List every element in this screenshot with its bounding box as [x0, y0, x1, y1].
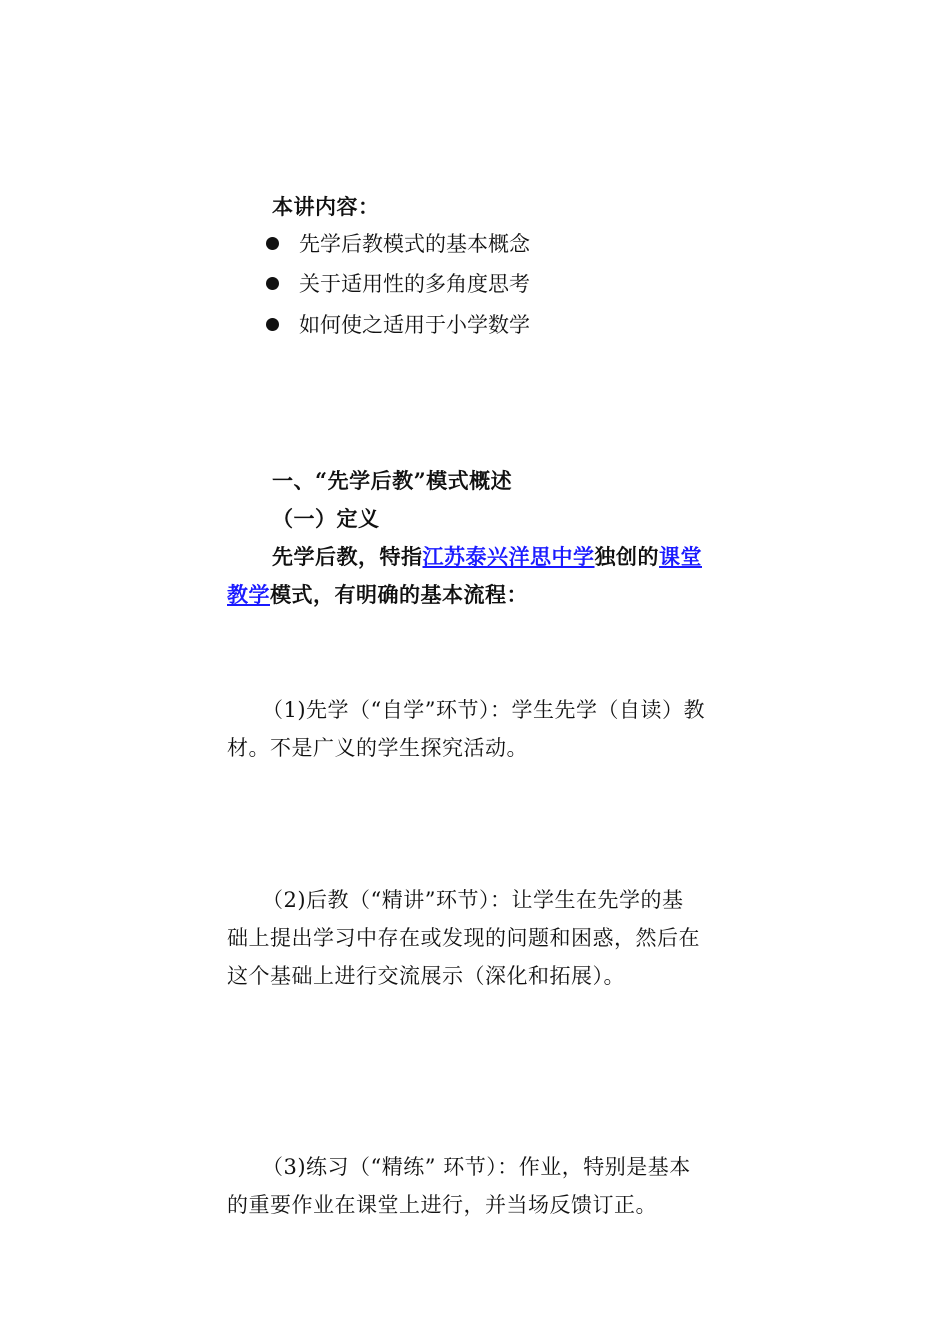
section-title: 一、“先学后教”模式概述 — [272, 468, 513, 493]
step1-line-2: 材。不是广义的学生探究活动。 — [227, 736, 528, 760]
bullet-icon — [266, 237, 279, 250]
definition-text: 模式，有明确的基本流程： — [270, 582, 528, 607]
classroom-link-part2[interactable]: 教学 — [227, 582, 270, 607]
definition-text: 独创的 — [594, 544, 659, 569]
list-item-text: 关于适用性的多角度思考 — [299, 272, 530, 296]
contents-heading: 本讲内容： — [272, 194, 380, 219]
definition-text: 先学后教，特指 — [272, 544, 423, 569]
definition-line-2 — [227, 576, 528, 614]
list-item — [266, 306, 530, 344]
step1-line-1: （1)先学（“自学”环节）：学生先学（自读）教 — [262, 698, 706, 722]
definition-line-1 — [272, 538, 702, 576]
step2-line-3: 这个基础上进行交流展示（深化和拓展）。 — [227, 964, 625, 988]
step2-line-1: （2)后教（“精讲”环节）：让学生在先学的基 — [262, 888, 684, 912]
step3-line-1: （3)练习（“精练” 环节）：作业，特别是基本 — [262, 1155, 691, 1179]
list-item — [266, 225, 530, 263]
list-item-text: 先学后教模式的基本概念 — [299, 232, 530, 256]
classroom-link-part1[interactable]: 课堂 — [659, 544, 702, 569]
yangsi-school-link[interactable]: 江苏泰兴洋思中学 — [422, 544, 595, 569]
list-item — [266, 265, 530, 303]
section-subtitle: （一）定义 — [272, 506, 380, 531]
bullet-icon — [266, 318, 279, 331]
list-item-text: 如何使之适用于小学数学 — [299, 313, 530, 337]
step2-line-2: 础上提出学习中存在或发现的问题和困惑，然后在 — [227, 926, 700, 950]
step3-line-2: 的重要作业在课堂上进行，并当场反馈订正。 — [227, 1193, 657, 1217]
bullet-icon — [266, 277, 279, 290]
